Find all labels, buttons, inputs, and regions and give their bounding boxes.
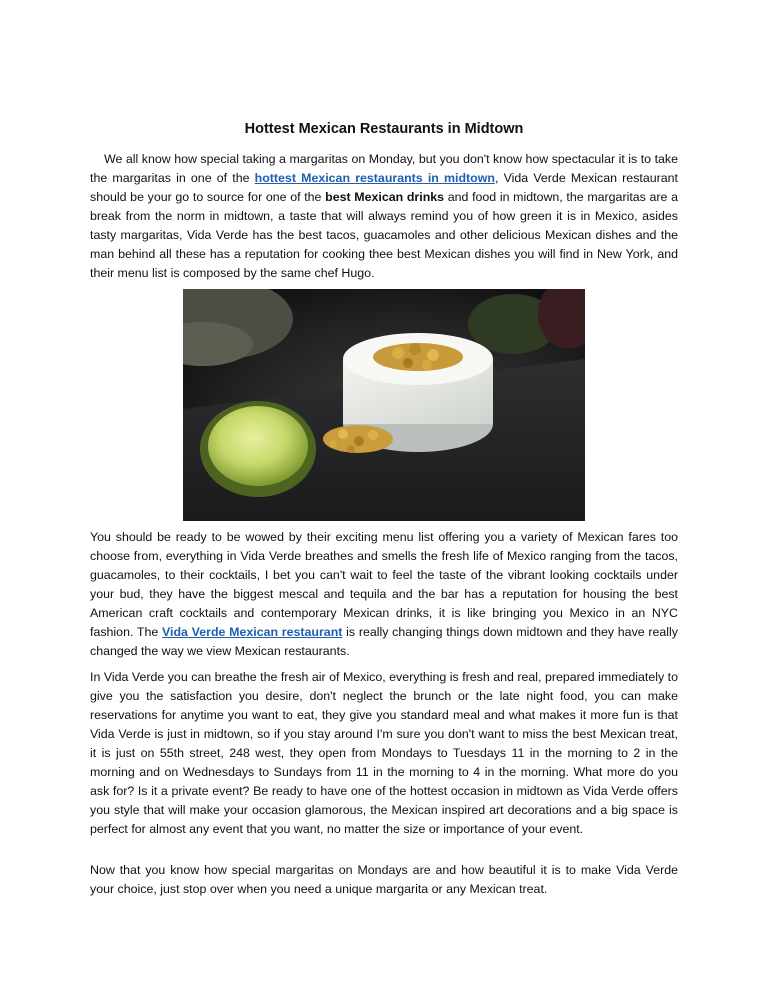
document-title: Hottest Mexican Restaurants in Midtown xyxy=(244,121,524,137)
paragraph-intro-text-3: and food in midtown, the margaritas are a break from the norm in midtown, a taste that will always remind you of how green it is in Mexico, asides tasty margaritas, Vida Verde has the best tacos, guacamoles and other delicious Mexican dishes and the man behind all these has a reputation for cooking thee best Mexican dishes you will find in New York, and their menu list is composed by the same chef Hugo. xyxy=(90,190,678,280)
food-photo-illustration xyxy=(183,289,585,521)
paragraph-intro-text-1: We all know how special taking a margaritas on Monday, but you don't know how spectacular it is to take the margaritas in one of the xyxy=(90,152,678,185)
paragraph-intro-text-2: , Vida Verde Mexican restaurant should be your go to source for one of the xyxy=(90,171,678,204)
paragraph-conclusion: Now that you know how special margaritas on Mondays are and how beautiful it is to make Vida Verde your choice, just stop over when you need a unique margarita or any Mexican treat. xyxy=(90,863,678,896)
vida-verde-link[interactable]: Vida Verde Mexican restaurant xyxy=(162,625,343,639)
hottest-restaurants-link[interactable]: hottest Mexican restaurants in midtown xyxy=(254,171,495,185)
food-photo xyxy=(183,289,585,521)
paragraph-intro xyxy=(90,150,678,283)
paragraph-menu xyxy=(90,528,678,661)
paragraph-experience: In Vida Verde you can breathe the fresh air of Mexico, everything is fresh and real, prepared immediately to give you the satisfaction you desire, don't neglect the brunch or the late night food, you can make reservations for anytime you want to eat, they give you standard meal and what makes it more fun is that Vida Verde is just in midtown, so if you stay around I'm sure you don't want to miss the best Mexican treat, it is just on 55th street, 248 west, they open from Mondays to Tuesdays 11 in the morning to 2 in the morning and on Wednesdays to Sundays from 11 in the morning to 4 in the morning. What more do you ask for? Is it a private event? Be ready to have one of the hottest occasion in midtown as Vida Verde offers you style that will make your occasion glamorous, the Mexican inspired art decorations and a big space is perfect for almost any event that you want, no matter the size or importance of your event. xyxy=(90,670,678,836)
paragraph-menu-text-1: You should be ready to be wowed by their exciting menu list offering you a variety of Mexican fares too choose from, everything in Vida Verde breathes and smells the fresh life of Mexico ranging from the tacos, guacamoles, to their cocktails, I bet you can't wait to feel the taste of the vibrant looking cocktails under your bud, they have the biggest mescal and tequila and the bar has a reputation for housing the best American craft cocktails and contemporary Mexican drinks, it is like bringing you Mexico in an NYC fashion. The xyxy=(90,530,678,639)
paragraph-menu-text-2: is really changing things down midtown and they have really changed the way we view Mexican restaurants. xyxy=(90,625,678,658)
best-drinks-bold: best Mexican drinks xyxy=(325,190,445,204)
